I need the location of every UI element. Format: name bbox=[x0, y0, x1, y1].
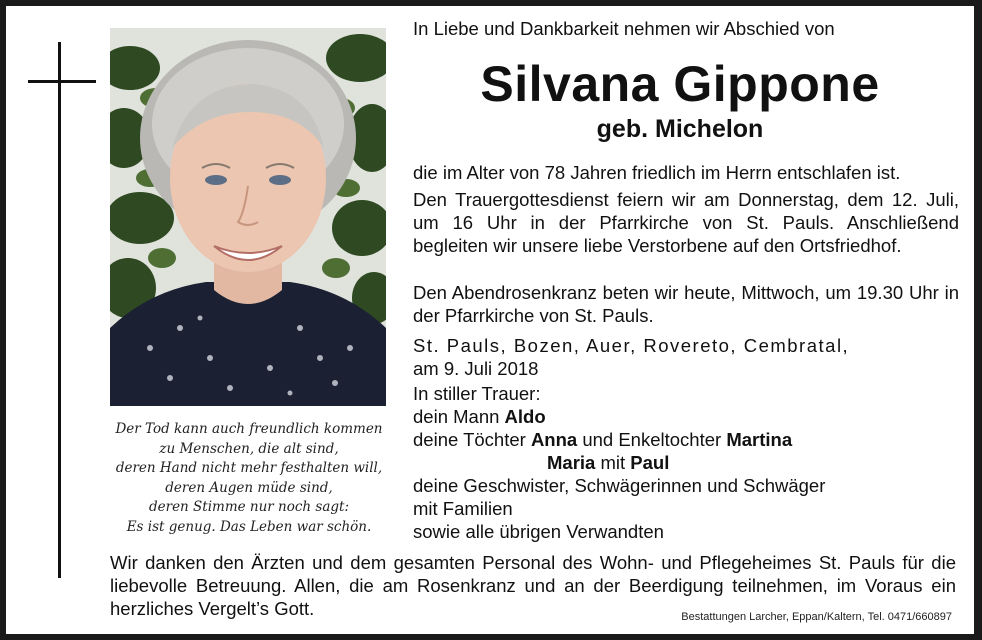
mourner-families: mit Familien bbox=[413, 498, 513, 519]
mourner-label: dein Mann bbox=[413, 406, 505, 427]
mourner-name: Aldo bbox=[504, 406, 546, 427]
funeral-home-footer: Bestattungen Larcher, Eppan/Kaltern, Tel. 0471/660897 bbox=[681, 611, 952, 623]
mourner-name: Maria bbox=[547, 452, 596, 473]
cross-vertical-bar bbox=[58, 42, 61, 578]
poem-line: Es ist genug. Das Leben war schön. bbox=[126, 518, 372, 535]
mourner-label: mit bbox=[595, 452, 631, 473]
poem-line: deren Stimme nur noch sagt: bbox=[148, 499, 350, 515]
birth-name: geb. Michelon bbox=[596, 115, 764, 143]
thanks-text: Wir danken den Ärzten und dem gesamten Personal des Wohn- und Pflegeheimes St. Pauls für die liebevolle Betreuung. Allen, die am Rosenkranz und an der Beerdigung teilnehmen, im Voraus ein herzliches Vergelt’s Gott. bbox=[110, 552, 956, 619]
places-line: St. Pauls, Bozen, Auer, Rovereto, Cembratal, bbox=[413, 335, 850, 356]
mourner-name: Martina bbox=[726, 429, 793, 450]
mourning-header: In stiller Trauer: bbox=[413, 383, 541, 404]
mourners-list bbox=[413, 382, 959, 543]
death-line: die im Alter von 78 Jahren friedlich im Herrn entschlafen ist. bbox=[413, 162, 901, 183]
poem-line: deren Hand nicht mehr festhalten will, bbox=[115, 460, 383, 476]
poem-line: deren Augen müde sind, bbox=[165, 479, 333, 496]
mourner-label: und Enkeltochter bbox=[577, 429, 727, 450]
portrait-photo bbox=[110, 28, 386, 406]
mourner-daughters bbox=[413, 428, 959, 451]
mourner-name: Anna bbox=[530, 429, 578, 450]
cross-horizontal-bar bbox=[28, 80, 96, 83]
deceased-name: Silvana Gippone bbox=[480, 56, 880, 112]
poem-line: zu Menschen, die alt sind, bbox=[159, 440, 339, 457]
funeral-service-text: Den Trauergottesdienst feiern wir am Donnerstag, dem 12. Juli, um 16 Uhr in der Pfarrkirche von St. Pauls. Anschließend begleiten wir unsere liebe Verstorbene auf den Ortsfriedhof. bbox=[413, 189, 959, 256]
mourner-daughter-second bbox=[413, 451, 959, 474]
mourner-husband bbox=[413, 405, 959, 428]
mourner-name: Paul bbox=[630, 452, 670, 473]
mourner-label: deine Töchter bbox=[413, 429, 531, 450]
date-line: am 9. Juli 2018 bbox=[413, 358, 539, 379]
mourner-siblings: deine Geschwister, Schwägerinnen und Schwäger bbox=[413, 475, 826, 496]
poem bbox=[106, 420, 392, 537]
rosary-text: Den Abendrosenkranz beten wir heute, Mittwoch, um 19.30 Uhr in der Pfarrkirche von St. Pauls. bbox=[413, 282, 959, 326]
intro-line: In Liebe und Dankbarkeit nehmen wir Abschied von bbox=[413, 18, 835, 39]
mourner-relatives: sowie alle übrigen Verwandten bbox=[413, 521, 664, 542]
poem-line: Der Tod kann auch freundlich kommen bbox=[115, 421, 383, 437]
